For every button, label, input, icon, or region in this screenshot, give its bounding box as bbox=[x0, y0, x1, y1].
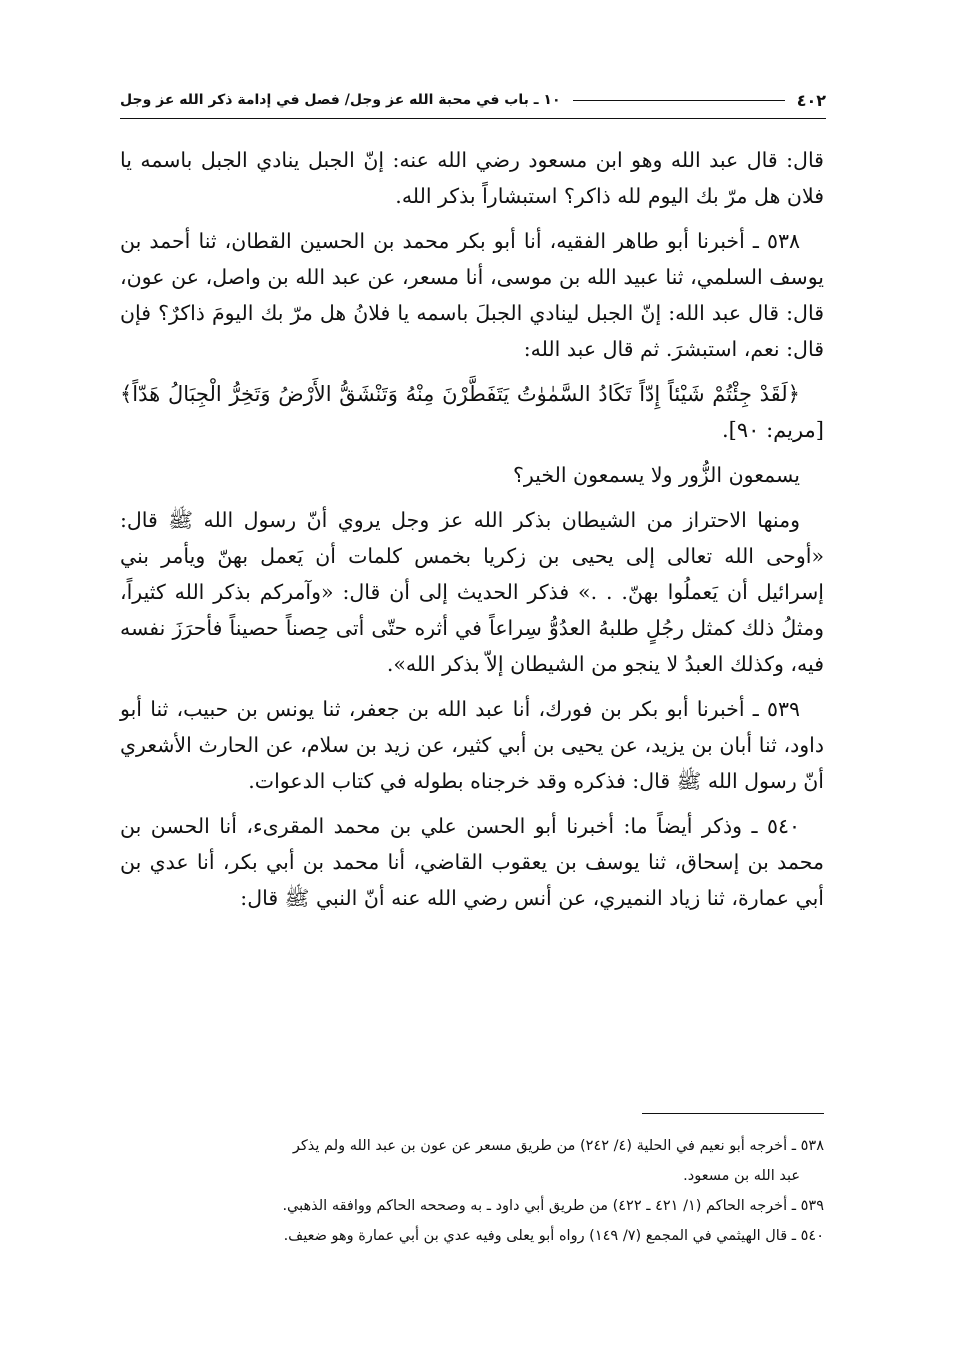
footnote-538-continued: عبد الله بن مسعود. bbox=[683, 1168, 800, 1184]
paragraph-539: ٥٣٩ ـ أخبرنا أبو بكر بن فورك، أنا عبد الله بن جعفر، ثنا يونس بن حبيب، ثنا أبو داود، ثنا أبان بن يزيد، عن يحيى بن أبي كثير، عن زيد بن سلام، عن الحارث الأشعري أنّ رسول الله ﷺ قال: فذكره وقد خرجناه بطوله في كتاب الدعوات. bbox=[120, 697, 824, 793]
quran-verse bbox=[120, 376, 824, 448]
page-number: ٤٠٢ bbox=[796, 90, 826, 110]
paragraph-question: يسمعون الزُّور ولا يسمعون الخير؟ bbox=[512, 463, 800, 487]
quran-verse-reference: [مريم: ٩٠]. bbox=[721, 418, 824, 442]
footnote-538: ٥٣٨ ـ أخرجه أبو نعيم في الحلية (٤/ ٢٤٢) من طريق مسعر عن عون بن عبد الله ولم يذكر bbox=[292, 1138, 824, 1154]
paragraph-540: ٥٤٠ ـ وذكر أيضاً ما: أخبرنا أبو الحسن علي بن محمد المقرىء، أنا الحسن بن محمد بن إسحاق، ثنا يوسف بن يعقوب القاضي، أنا محمد بن أبي بكر، أنا عدي بن أبي عمارة، ثنا زياد النميري، عن أنس رضي الله عنه أنّ النبي ﷺ قال: bbox=[120, 814, 824, 910]
chapter-title: ١٠ ـ باب في محبة الله عز وجل/ فصل في إدامة ذكر الله عز وجل bbox=[120, 92, 561, 108]
main-text bbox=[120, 142, 824, 925]
quran-verse-text: ﴿لَقَدْ جِئْتُمْ شَيْئاً إِدّاً تَكَادُ السَّمٰوٰتُ يَتَفَطَّرْنَ مِنْهُ وَتَنْشَقُّ الأَرْضُ وَتَخِرُّ الْجِبَالُ هَدّاً﴾ bbox=[120, 382, 800, 406]
header-underline bbox=[120, 118, 826, 119]
footnote-539: ٥٣٩ ـ أخرجه الحاكم (١/ ٤٢١ ـ ٤٢٢) من طريق أبي داود ـ به وصححه الحاكم ووافقه الذهبي. bbox=[282, 1198, 824, 1214]
running-header bbox=[120, 86, 826, 114]
paragraph-538: ٥٣٨ ـ أخبرنا أبو طاهر الفقيه، أنا أبو بكر محمد بن الحسين القطان، ثنا أحمد بن يوسف السلمي، ثنا عبيد الله بن موسى، أنا مسعر، عن عبد الله بن واصل، عن عون، قال: قال عبد الله: إنّ الجبل لينادي الجبلَ باسمه يا فلانُ هل مرّ بك اليومَ ذاكرٌ؟ فإن قال: نعم، استبشرَ. ثم قال عبد الله: bbox=[120, 229, 824, 361]
footnote-separator bbox=[642, 1113, 824, 1114]
paragraph-opening: قال: قال عبد الله وهو ابن مسعود رضي الله عنه: إنّ الجبل ينادي الجبل باسمه يا فلان هل مرّ بك اليوم لله ذاكر؟ استبشاراً بذكر الله. bbox=[120, 148, 824, 208]
footnote-540: ٥٤٠ ـ قال الهيثمي في المجمع (٧/ ١٤٩) رواه أبو يعلى وفيه عدي بن أبي عمارة وهو ضعيف. bbox=[283, 1228, 824, 1244]
footnotes bbox=[120, 1133, 824, 1253]
paragraph-hadith: ومنها الاحتراز من الشيطان بذكر الله عز وجل يروي أنّ رسول الله ﷺ قال: «أوحى الله تعالى إلى يحيى بن زكريا بخمس كلمات أن يَعمل بهنّ ويأمر بني إسرائيل أن يَعملُوا بهنّ. . .» فذكر الحديث إلى أن قال: «وآمركم بذكر الله كثيراً، ومثلُ ذلك كمثل رجُلٍ طلبهُ العدُوُّ سِراعاً في أثره حتّى أتى حِصناً حصيناً فأحرَزَ نفسه فيه، وكذلك العبدُ لا ينجو من الشيطان إلاّ بذكر الله». bbox=[120, 508, 824, 676]
header-dash-rule bbox=[573, 100, 785, 101]
